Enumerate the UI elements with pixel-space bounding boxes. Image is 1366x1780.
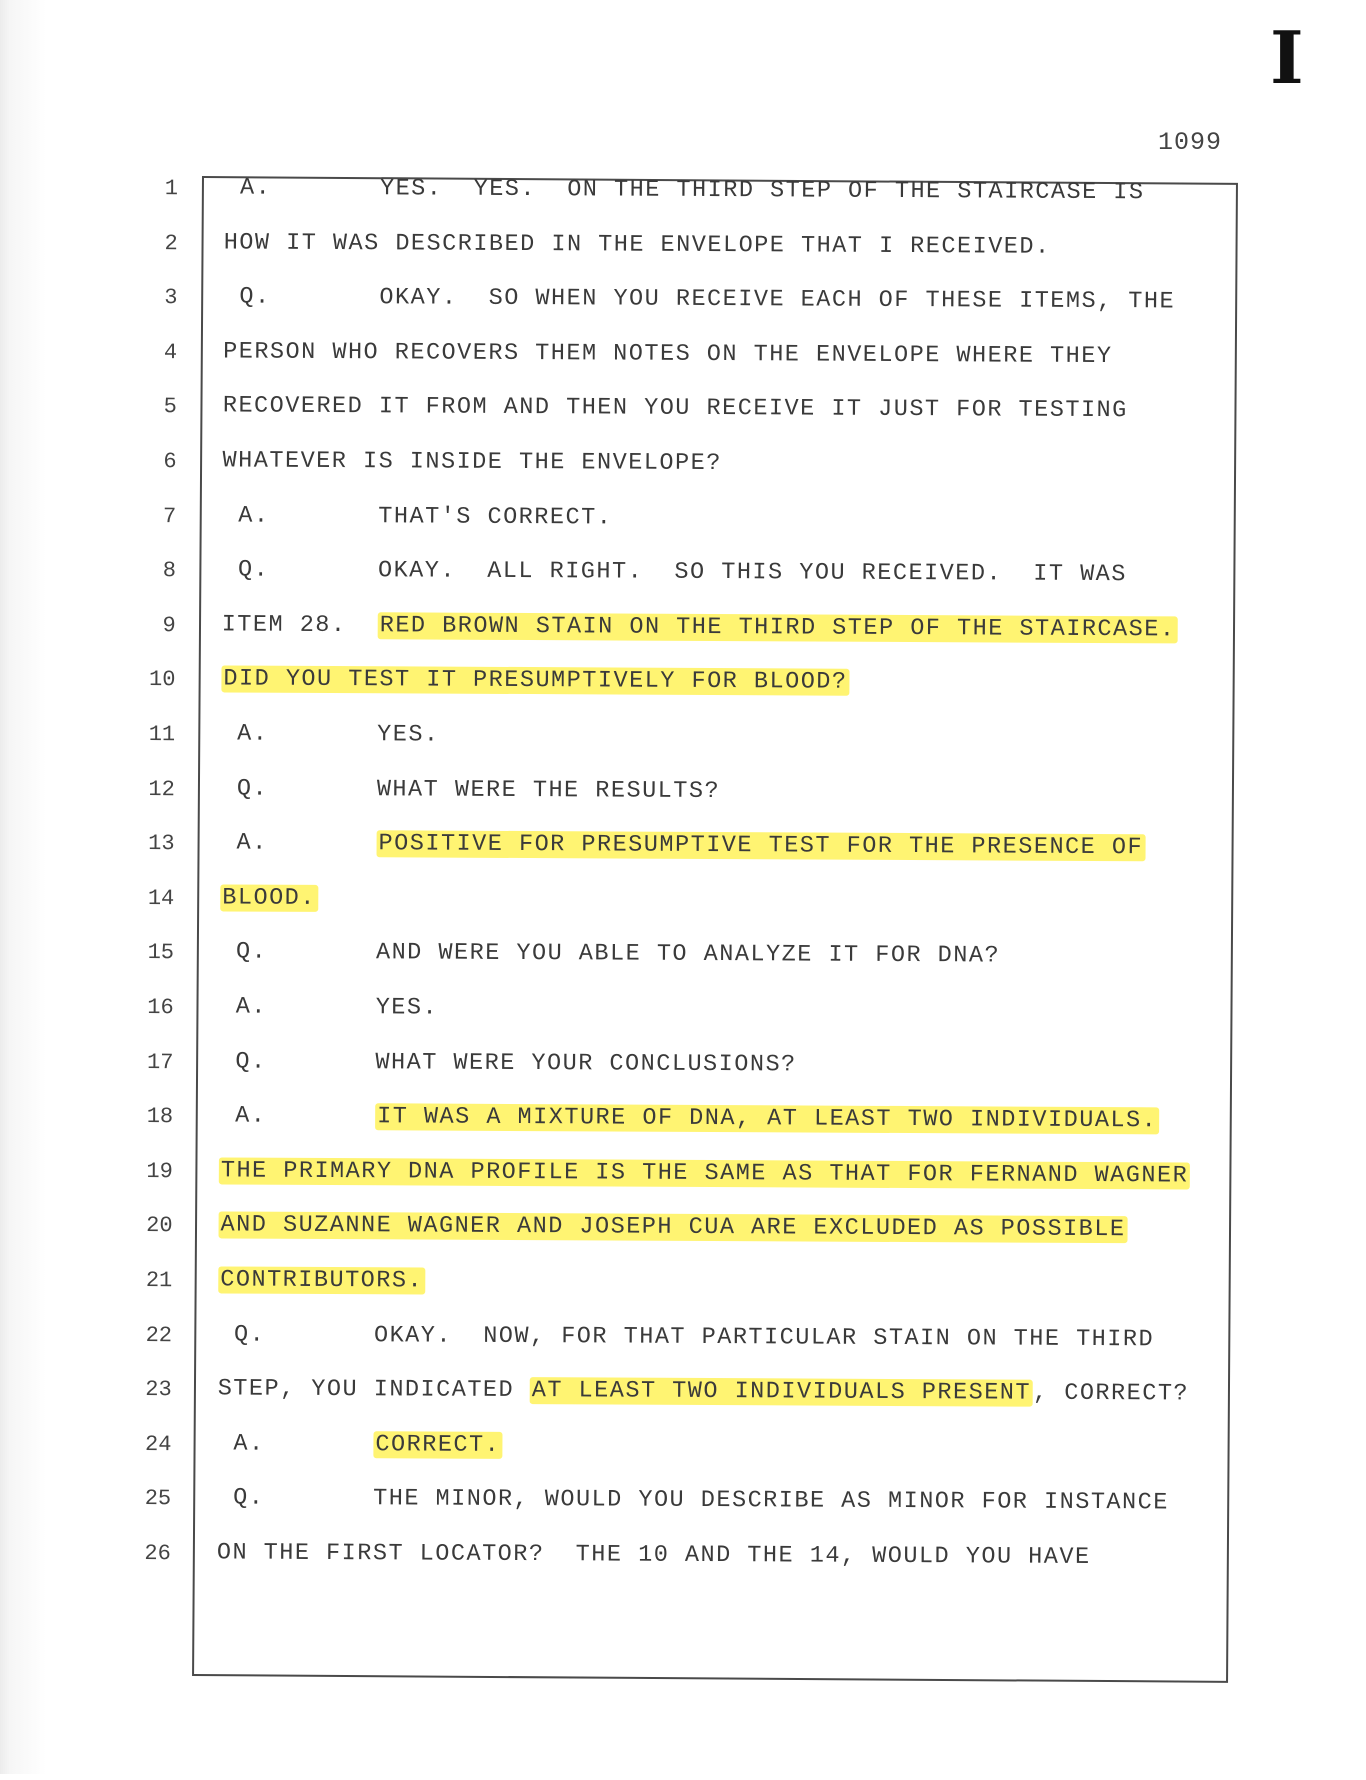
line-number: 3 (164, 285, 178, 311)
testimony-text: ON THE FIRST LOCATOR? THE 10 AND THE 14, WOULD YOU HAVE (216, 1539, 1091, 1571)
transcript-line (0, 663, 1364, 710)
testimony-text: YES. YES. ON THE THIRD STEP OF THE STAIRCASE IS (379, 175, 1145, 207)
transcript-line (0, 1536, 1359, 1583)
line-number: 25 (144, 1486, 172, 1512)
line-number: 16 (147, 995, 174, 1021)
speaker-label: Q. (239, 283, 271, 311)
transcript-line (0, 772, 1363, 819)
transcript-line (0, 990, 1362, 1037)
line-number: 6 (163, 449, 177, 475)
line-number: 23 (145, 1377, 172, 1403)
testimony-text: THE MINOR, WOULD YOU DESCRIBE AS MINOR FOR INSTANCE (373, 1485, 1169, 1517)
transcript-line (0, 335, 1365, 382)
line-number: 10 (148, 667, 176, 693)
transcript-line (0, 1427, 1360, 1474)
exhibit-mark: I (1270, 15, 1304, 100)
highlighted-testimony: CONTRIBUTORS. (220, 1266, 424, 1295)
highlighted-testimony: DID YOU TEST IT PRESUMPTIVELY FOR BLOOD? (223, 665, 848, 697)
speaker-label: Q. (237, 556, 270, 584)
speaker-label: Q. (233, 1484, 265, 1513)
transcript-line (0, 1318, 1360, 1365)
highlighted-testimony: AND SUZANNE WAGNER AND JOSEPH CUA ARE EXCLUDED AS POSSIBLE (219, 1212, 1128, 1244)
testimony-text: YES. (377, 721, 440, 749)
transcript-line (0, 1263, 1360, 1310)
line-text (217, 1539, 1091, 1571)
testimony-text: THAT'S CORRECT. (378, 502, 613, 532)
line-number: 15 (147, 940, 175, 966)
testimony-text: WHAT WERE YOUR CONCLUSIONS? (375, 1048, 797, 1079)
testimony-text: YES. (375, 994, 439, 1022)
line-text (223, 447, 722, 477)
transcript-line (0, 444, 1365, 491)
line-text (217, 1430, 502, 1458)
transcript-line (0, 553, 1364, 600)
line-text (217, 1485, 1169, 1517)
transcript-line (0, 1154, 1361, 1201)
highlighted-testimony: THE PRIMARY DNA PROFILE IS THE SAME AS THAT FOR FERNAND WAGNER (219, 1157, 1190, 1189)
speaker-label: Q. (235, 938, 268, 967)
speaker-label: Q. (236, 775, 269, 803)
line-text (224, 229, 1051, 260)
testimony-text: PERSON WHO RECOVERS THEM NOTES ON THE ENVELOPE WHERE THEY (223, 338, 1113, 370)
line-number: 13 (148, 831, 175, 857)
line-text (218, 1376, 1189, 1408)
line-text (220, 993, 439, 1021)
line-number: 19 (146, 1158, 173, 1184)
line-text (222, 611, 1178, 643)
highlighted-testimony: AT LEAST TWO INDIVIDUALS PRESENT (531, 1377, 1032, 1407)
line-number: 4 (163, 339, 178, 365)
line-number: 22 (145, 1322, 173, 1348)
line-text (222, 557, 1127, 589)
line-number: 24 (144, 1431, 172, 1457)
line-text (219, 1103, 1159, 1135)
line-text (218, 1321, 1154, 1353)
testimony-text: ITEM 28. (221, 611, 378, 640)
line-text (222, 502, 612, 531)
testimony-text: AND WERE YOU ABLE TO ANALYZE IT FOR DNA? (375, 939, 1001, 970)
line-text (221, 720, 440, 748)
page-number: 1099 (1158, 128, 1223, 157)
line-number: 18 (146, 1104, 174, 1130)
transcript-line (0, 1482, 1359, 1529)
line-text (221, 775, 720, 805)
line-number: 1 (164, 176, 179, 202)
transcript-line (0, 1045, 1362, 1092)
line-number: 20 (146, 1213, 173, 1239)
highlighted-testimony: IT WAS A MIXTURE OF DNA, AT LEAST TWO INDIVIDUALS. (377, 1103, 1158, 1135)
transcript-line (0, 826, 1363, 873)
line-number: 7 (163, 503, 177, 529)
line-text (219, 1212, 1128, 1244)
speaker-label: A. (237, 720, 269, 748)
transcript-line (0, 390, 1365, 437)
line-number: 12 (148, 776, 175, 802)
speaker-label: A. (239, 174, 272, 202)
testimony-text: , CORRECT? (1032, 1379, 1190, 1408)
line-number: 5 (163, 394, 177, 420)
line-text (219, 1157, 1190, 1189)
testimony-text: WHAT WERE THE RESULTS? (376, 775, 721, 805)
line-number: 8 (162, 558, 177, 584)
speaker-label: Q. (235, 1048, 267, 1076)
transcript-line (0, 608, 1364, 655)
line-number: 11 (148, 722, 176, 748)
highlighted-testimony: BLOOD. (222, 884, 316, 912)
transcript-line (0, 881, 1362, 928)
line-number: 9 (162, 612, 176, 638)
testimony-text: HOW IT WAS DESCRIBED IN THE ENVELOPE THAT I RECEIVED. (223, 229, 1051, 261)
line-number: 21 (145, 1268, 173, 1294)
line-text (224, 174, 1145, 206)
transcript-line (0, 717, 1363, 764)
speaker-label: A. (235, 993, 268, 1021)
line-number: 26 (144, 1541, 171, 1567)
transcript-line (0, 1372, 1360, 1419)
testimony-text: OKAY. NOW, FOR THAT PARTICULAR STAIN ON THE THIRD (373, 1321, 1155, 1353)
line-text (219, 1048, 796, 1078)
transcript-line (0, 226, 1366, 273)
line-text (223, 284, 1175, 316)
transcript-line (0, 1209, 1361, 1256)
transcript-line (0, 171, 1366, 218)
line-text (221, 830, 1146, 862)
line-text (220, 884, 318, 912)
transcript-line (0, 499, 1364, 546)
line-text (218, 1266, 425, 1294)
highlighted-testimony: RED BROWN STAIN ON THE THIRD STEP OF THE STAIRCASE. (379, 612, 1176, 644)
testimony-text: STEP, YOU INDICATED (217, 1375, 530, 1405)
highlighted-testimony: POSITIVE FOR PRESUMPTIVE TEST FOR THE PRESENCE OF (377, 830, 1146, 861)
testimony-text: RECOVERED IT FROM AND THEN YOU RECEIVE IT JUST FOR TESTING (222, 392, 1128, 425)
speaker-label: A. (233, 1430, 265, 1458)
highlighted-testimony: CORRECT. (375, 1431, 501, 1459)
line-number: 17 (146, 1049, 174, 1075)
testimony-text: OKAY. SO WHEN YOU RECEIVE EACH OF THESE ITEMS, THE (379, 284, 1176, 316)
transcript-line (0, 1099, 1361, 1146)
speaker-label: A. (238, 502, 270, 530)
line-text (223, 338, 1112, 370)
testimony-text: WHATEVER IS INSIDE THE ENVELOPE? (222, 447, 722, 478)
line-text (220, 939, 1000, 970)
testimony-text: OKAY. ALL RIGHT. SO THIS YOU RECEIVED. IT WAS (377, 557, 1127, 589)
line-text (223, 393, 1128, 425)
line-text (221, 666, 849, 696)
speaker-label: Q. (233, 1321, 266, 1349)
speaker-label: A. (236, 829, 268, 857)
speaker-label: A. (235, 1102, 267, 1130)
line-number: 2 (164, 230, 178, 256)
transcript-line (0, 280, 1366, 327)
transcript-line (0, 936, 1362, 983)
line-number: 14 (147, 885, 175, 911)
